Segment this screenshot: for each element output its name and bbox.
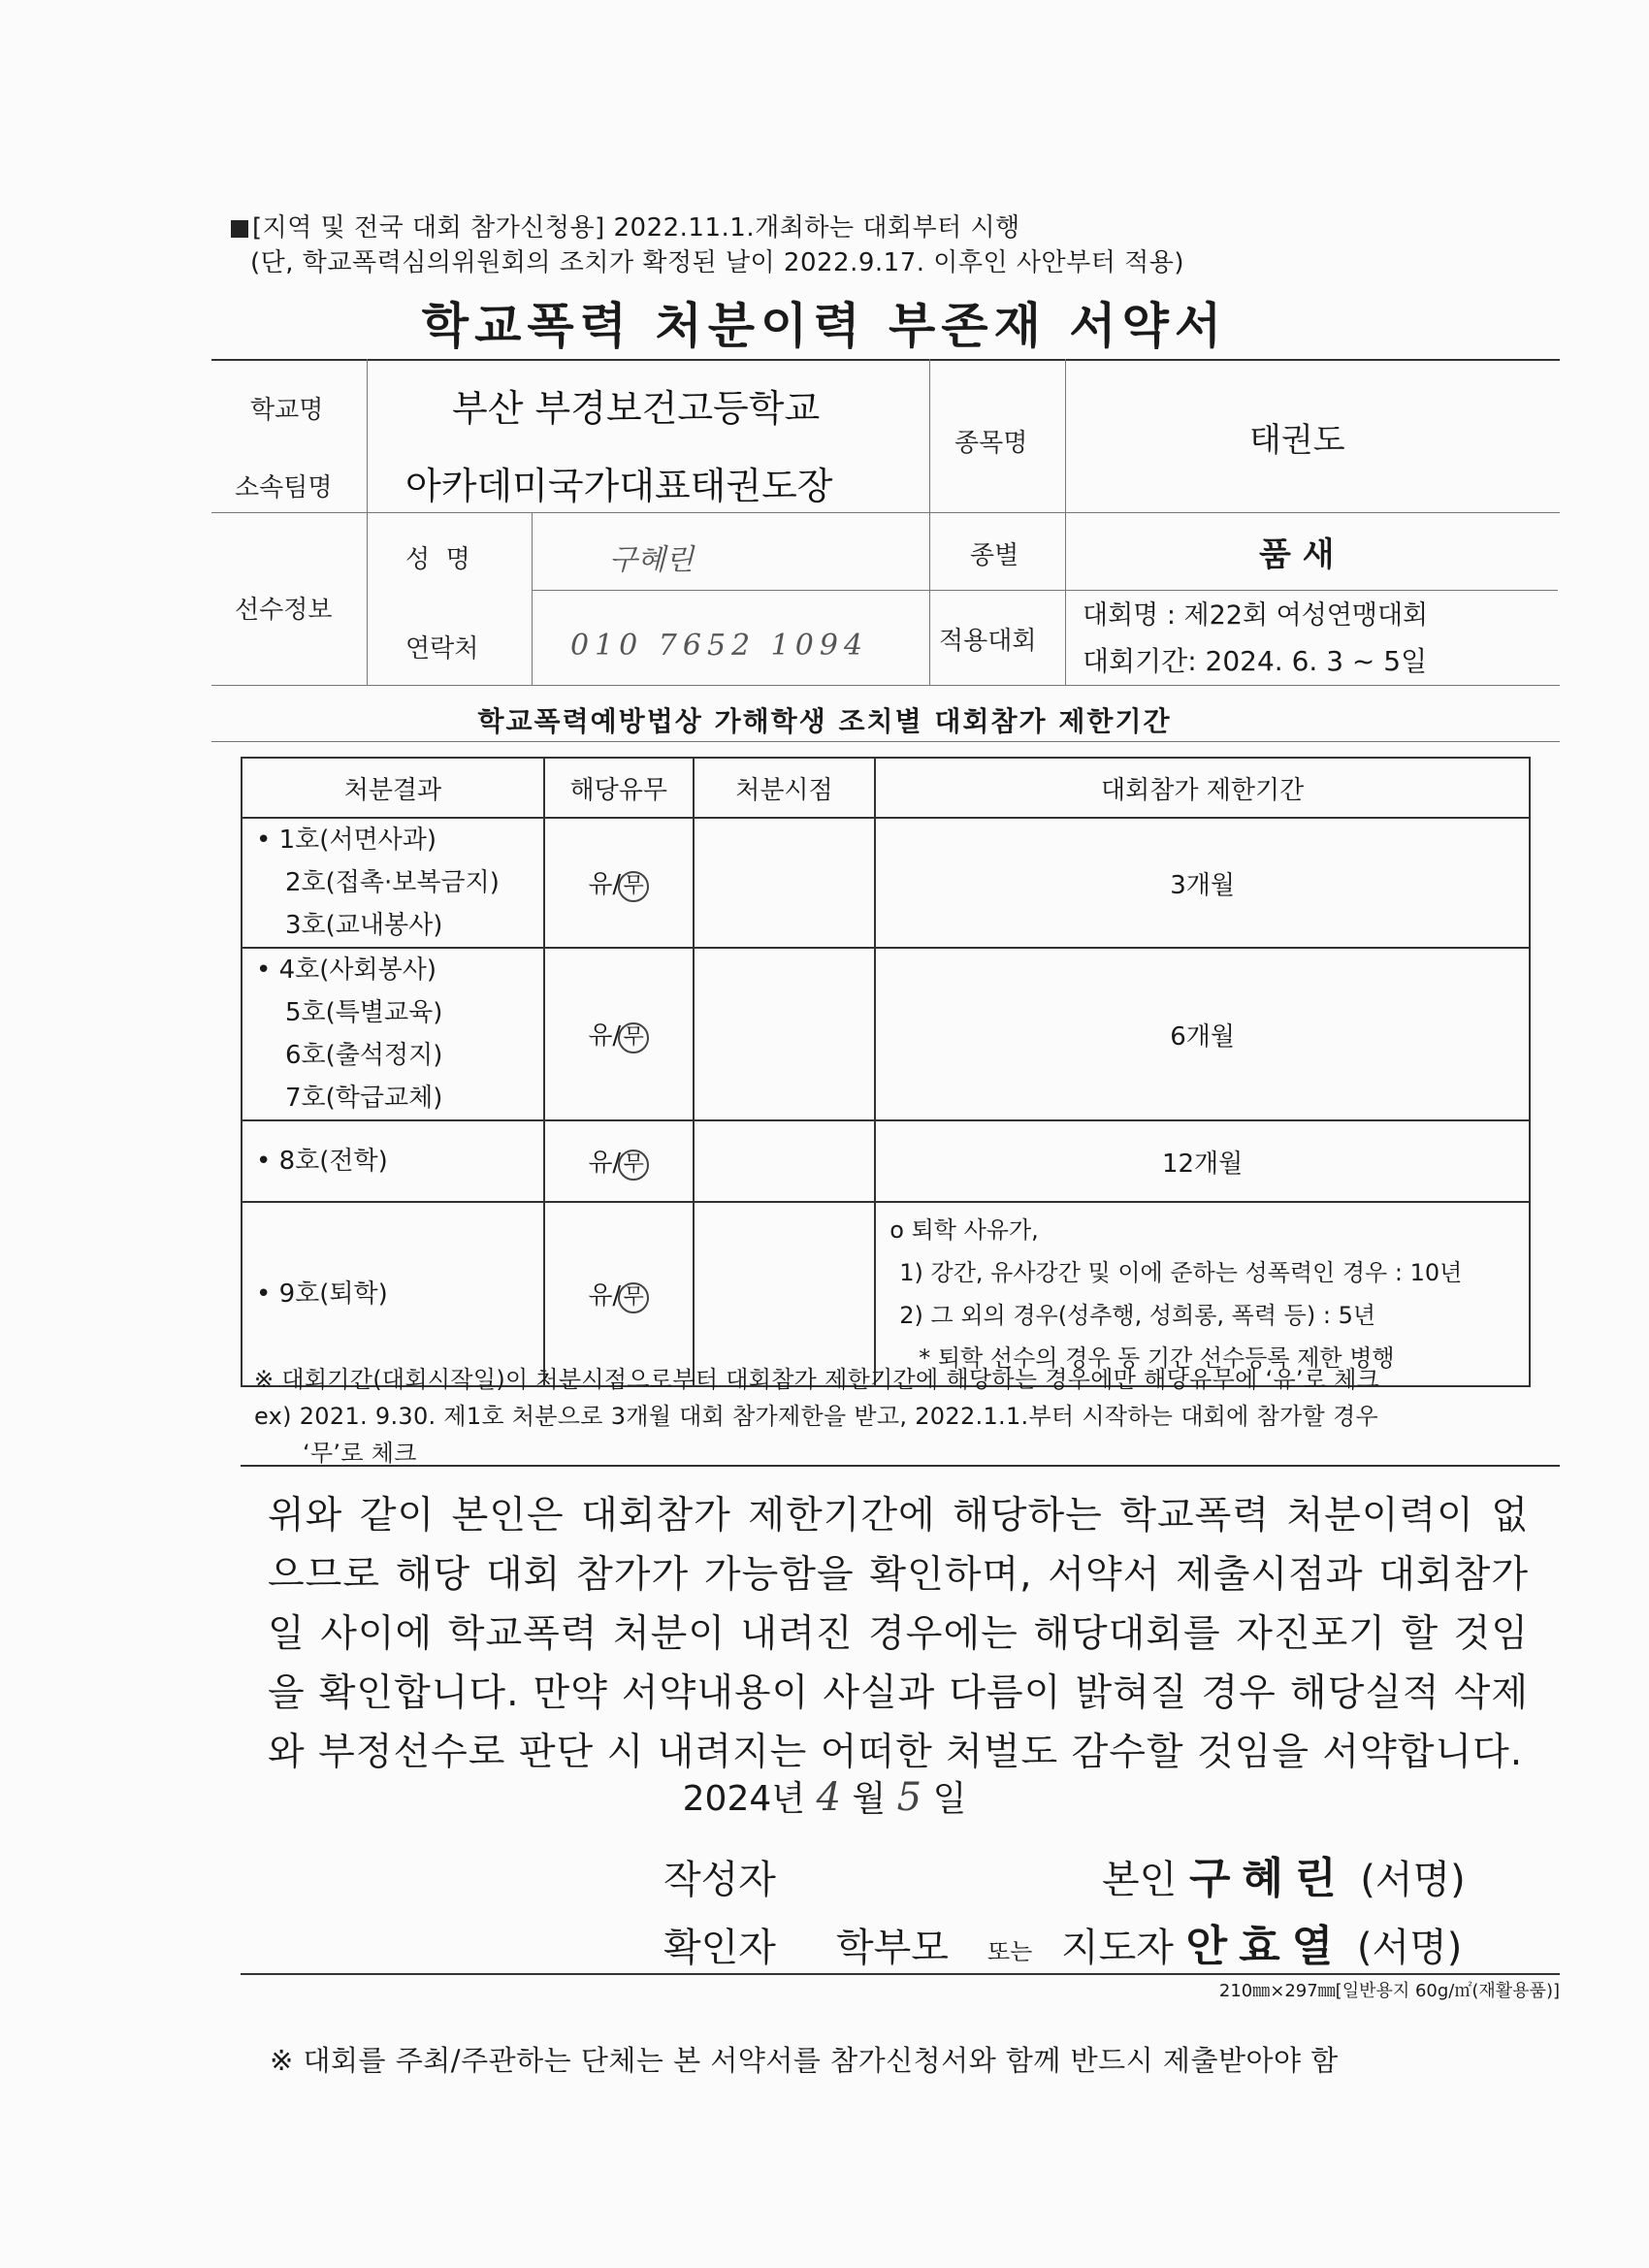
result-item: 3호(교내봉사) bbox=[285, 911, 443, 940]
result-cell bbox=[242, 948, 544, 1120]
column-header: 처분시점 bbox=[694, 758, 876, 818]
pledge-text: 위와 같이 본인은 대회참가 제한기간에 해당하는 학교폭력 처분이력이 없으므로 해당 대회 참가가 가능함을 확인하며, 서약서 제출시점과 대회참가일 사이에 학교폭력 처분이 내려진 경우에는 해당대회를 자진포기 할 것임을 확인합니다. 만약 서약내용이 사실과 다름이 밝혀질 경우 해당실적 삭제와 부정선수로 판단 시 내려지는 어떠한 처벌도 감수할 것임을 서약합니다. bbox=[268, 1494, 1529, 1774]
disposition-date-cell[interactable] bbox=[694, 1120, 876, 1202]
self-name: 구혜린 bbox=[1189, 1854, 1348, 1903]
disposition-date-cell[interactable] bbox=[694, 818, 876, 948]
date-year: 2024년 bbox=[682, 1779, 806, 1819]
event-label: 종목명 bbox=[954, 429, 1028, 458]
applicable-cell[interactable] bbox=[544, 948, 694, 1120]
name-value-handwritten: 구혜린 bbox=[609, 543, 694, 577]
paper-spec: 210㎜×297㎜[일반용지 60g/㎡(재활용품)] bbox=[1218, 1981, 1560, 2001]
sign-mark[interactable]: (서명) bbox=[1360, 1858, 1466, 1902]
grid-line bbox=[929, 359, 930, 685]
result-item: • 4호(사회봉사) bbox=[256, 956, 437, 985]
choice-no-circled: 무 bbox=[618, 1150, 649, 1181]
athlete-info-label: 선수정보 bbox=[235, 596, 333, 625]
note-2: ex) 2021. 9.30. 제1호 처분으로 3개월 대회 참가제한을 받고, 2022.1.1.부터 시작하는 대회에 참가할 경우 bbox=[254, 1403, 1378, 1430]
disposition-date-cell[interactable] bbox=[694, 1202, 876, 1386]
coach-label: 지도자 bbox=[1061, 1926, 1174, 1970]
notice-line-1-text: [지역 및 전국 대회 참가신청용] 2022.11.1.개최하는 대회부터 시행 bbox=[252, 213, 1020, 243]
disposition-date-cell[interactable] bbox=[694, 948, 876, 1120]
self-signature bbox=[1102, 1843, 1466, 1905]
applicable-cell[interactable] bbox=[544, 1202, 694, 1386]
period-cell: 3개월 bbox=[875, 818, 1530, 948]
or-label: 또는 bbox=[987, 1938, 1033, 1965]
applicable-cell[interactable] bbox=[544, 1120, 694, 1202]
notice-line-1 bbox=[231, 208, 1020, 243]
sign-mark[interactable]: (서명) bbox=[1356, 1926, 1463, 1970]
choice-yes: 유/ bbox=[588, 1280, 622, 1311]
period-cell: 12개월 bbox=[875, 1120, 1530, 1202]
period-line: * 퇴학 선수의 경우 동 기간 선수등록 제한 병행 bbox=[919, 1345, 1395, 1372]
grid-line bbox=[211, 512, 1560, 513]
square-bullet-icon bbox=[231, 220, 248, 238]
contact-label: 연락처 bbox=[405, 634, 479, 664]
choice-yes: 유/ bbox=[588, 869, 622, 899]
self-label: 본인 bbox=[1102, 1858, 1178, 1902]
grid-line bbox=[211, 741, 1560, 742]
choice-no-circled: 무 bbox=[618, 871, 649, 902]
document-title: 학교폭력 처분이력 부존재 서약서 bbox=[421, 298, 1228, 354]
grid-line bbox=[211, 685, 1560, 686]
competition-label: 적용대회 bbox=[939, 627, 1037, 656]
choice-yes: 유/ bbox=[588, 1021, 622, 1051]
date-month-unit: 월 bbox=[852, 1779, 887, 1819]
period-cell: 6개월 bbox=[875, 948, 1530, 1120]
grid-line bbox=[532, 590, 1558, 591]
result-cell bbox=[242, 1202, 544, 1386]
result-item: • 1호(서면사과) bbox=[256, 826, 437, 855]
table-row bbox=[242, 1202, 1530, 1386]
result-item: • 8호(전학) bbox=[256, 1147, 388, 1176]
school-label: 학교명 bbox=[250, 396, 324, 425]
author-label: 작성자 bbox=[663, 1858, 776, 1902]
team-value: 아카데미국가대표태권도장 bbox=[405, 465, 833, 507]
school-value: 부산 부경보건고등학교 bbox=[452, 387, 821, 430]
contact-value-handwritten: 010 7652 1094 bbox=[570, 629, 869, 663]
table-title: 학교폭력예방법상 가해학생 조치별 대회참가 제한기간 bbox=[477, 705, 1172, 737]
column-header: 처분결과 bbox=[242, 758, 544, 818]
grid-line bbox=[1065, 359, 1066, 685]
result-item: 2호(접촉·보복금지) bbox=[285, 868, 500, 897]
notice-line-2: (단, 학교폭력심의위원회의 조치가 확정된 날이 2022.9.17. 이후인 사안부터 적용) bbox=[250, 248, 1185, 277]
result-item: • 9호(퇴학) bbox=[256, 1280, 388, 1309]
table-row bbox=[242, 818, 1530, 948]
grid-line bbox=[532, 512, 533, 685]
applicable-cell[interactable] bbox=[544, 818, 694, 948]
column-header: 대회참가 제한기간 bbox=[875, 758, 1530, 818]
date-day-handwritten: 5 bbox=[896, 1775, 922, 1820]
competition-name: 대회명 : 제22회 여성연맹대회 bbox=[1083, 600, 1429, 631]
grid-line bbox=[211, 359, 1560, 361]
signature-date bbox=[0, 1771, 1649, 1821]
column-header: 해당유무 bbox=[544, 758, 694, 818]
parent-label: 학부모 bbox=[836, 1926, 949, 1970]
name-label: 성 명 bbox=[405, 545, 470, 574]
table-row bbox=[242, 1120, 1530, 1202]
note-3: ‘무’로 체크 bbox=[303, 1440, 417, 1467]
team-label: 소속팀명 bbox=[235, 473, 333, 502]
result-item: 7호(학급교체) bbox=[285, 1084, 443, 1113]
result-item: 6호(출석정지) bbox=[285, 1041, 443, 1070]
date-month-handwritten: 4 bbox=[816, 1775, 841, 1820]
divider bbox=[241, 1465, 1560, 1467]
competition-period: 대회기간: 2024. 6. 3 ~ 5일 bbox=[1083, 645, 1428, 677]
result-cell bbox=[242, 818, 544, 948]
choice-yes: 유/ bbox=[588, 1148, 622, 1178]
table-header-row bbox=[242, 758, 1530, 818]
divider bbox=[241, 1973, 1560, 1975]
category-label: 종별 bbox=[970, 541, 1019, 570]
period-line: 1) 강간, 유사강간 및 이에 준하는 성폭력인 경우 : 10년 bbox=[899, 1259, 1463, 1286]
result-cell bbox=[242, 1120, 544, 1202]
table-row bbox=[242, 948, 1530, 1120]
result-item: 5호(특별교육) bbox=[285, 998, 443, 1027]
category-value: 품 새 bbox=[1259, 535, 1335, 574]
period-line: o 퇴학 사유가, bbox=[889, 1216, 1039, 1244]
confirmer-label: 확인자 bbox=[663, 1926, 776, 1970]
event-value: 태권도 bbox=[1249, 421, 1345, 460]
coach-signature bbox=[1061, 1911, 1462, 1973]
footer-notice: ※ 대회를 주최/주관하는 단체는 본 서약서를 참가신청서와 함께 반드시 제출받아야 함 bbox=[270, 2044, 1339, 2077]
note-1: ※ 대회기간(대회시작일)이 처분시점으로부터 대회참가 제한기간에 해당하는 경우에만 해당유무에 ‘유’로 체크 bbox=[254, 1366, 1380, 1393]
coach-name: 안효열 bbox=[1185, 1922, 1345, 1971]
period-line: 2) 그 외의 경우(성추행, 성희롱, 폭력 등) : 5년 bbox=[899, 1302, 1376, 1329]
choice-no-circled: 무 bbox=[618, 1022, 649, 1053]
period-cell-expulsion bbox=[875, 1202, 1530, 1386]
grid-line bbox=[367, 359, 368, 685]
choice-no-circled: 무 bbox=[618, 1282, 649, 1313]
disciplinary-table bbox=[241, 757, 1531, 1387]
date-day-unit: 일 bbox=[932, 1779, 967, 1819]
